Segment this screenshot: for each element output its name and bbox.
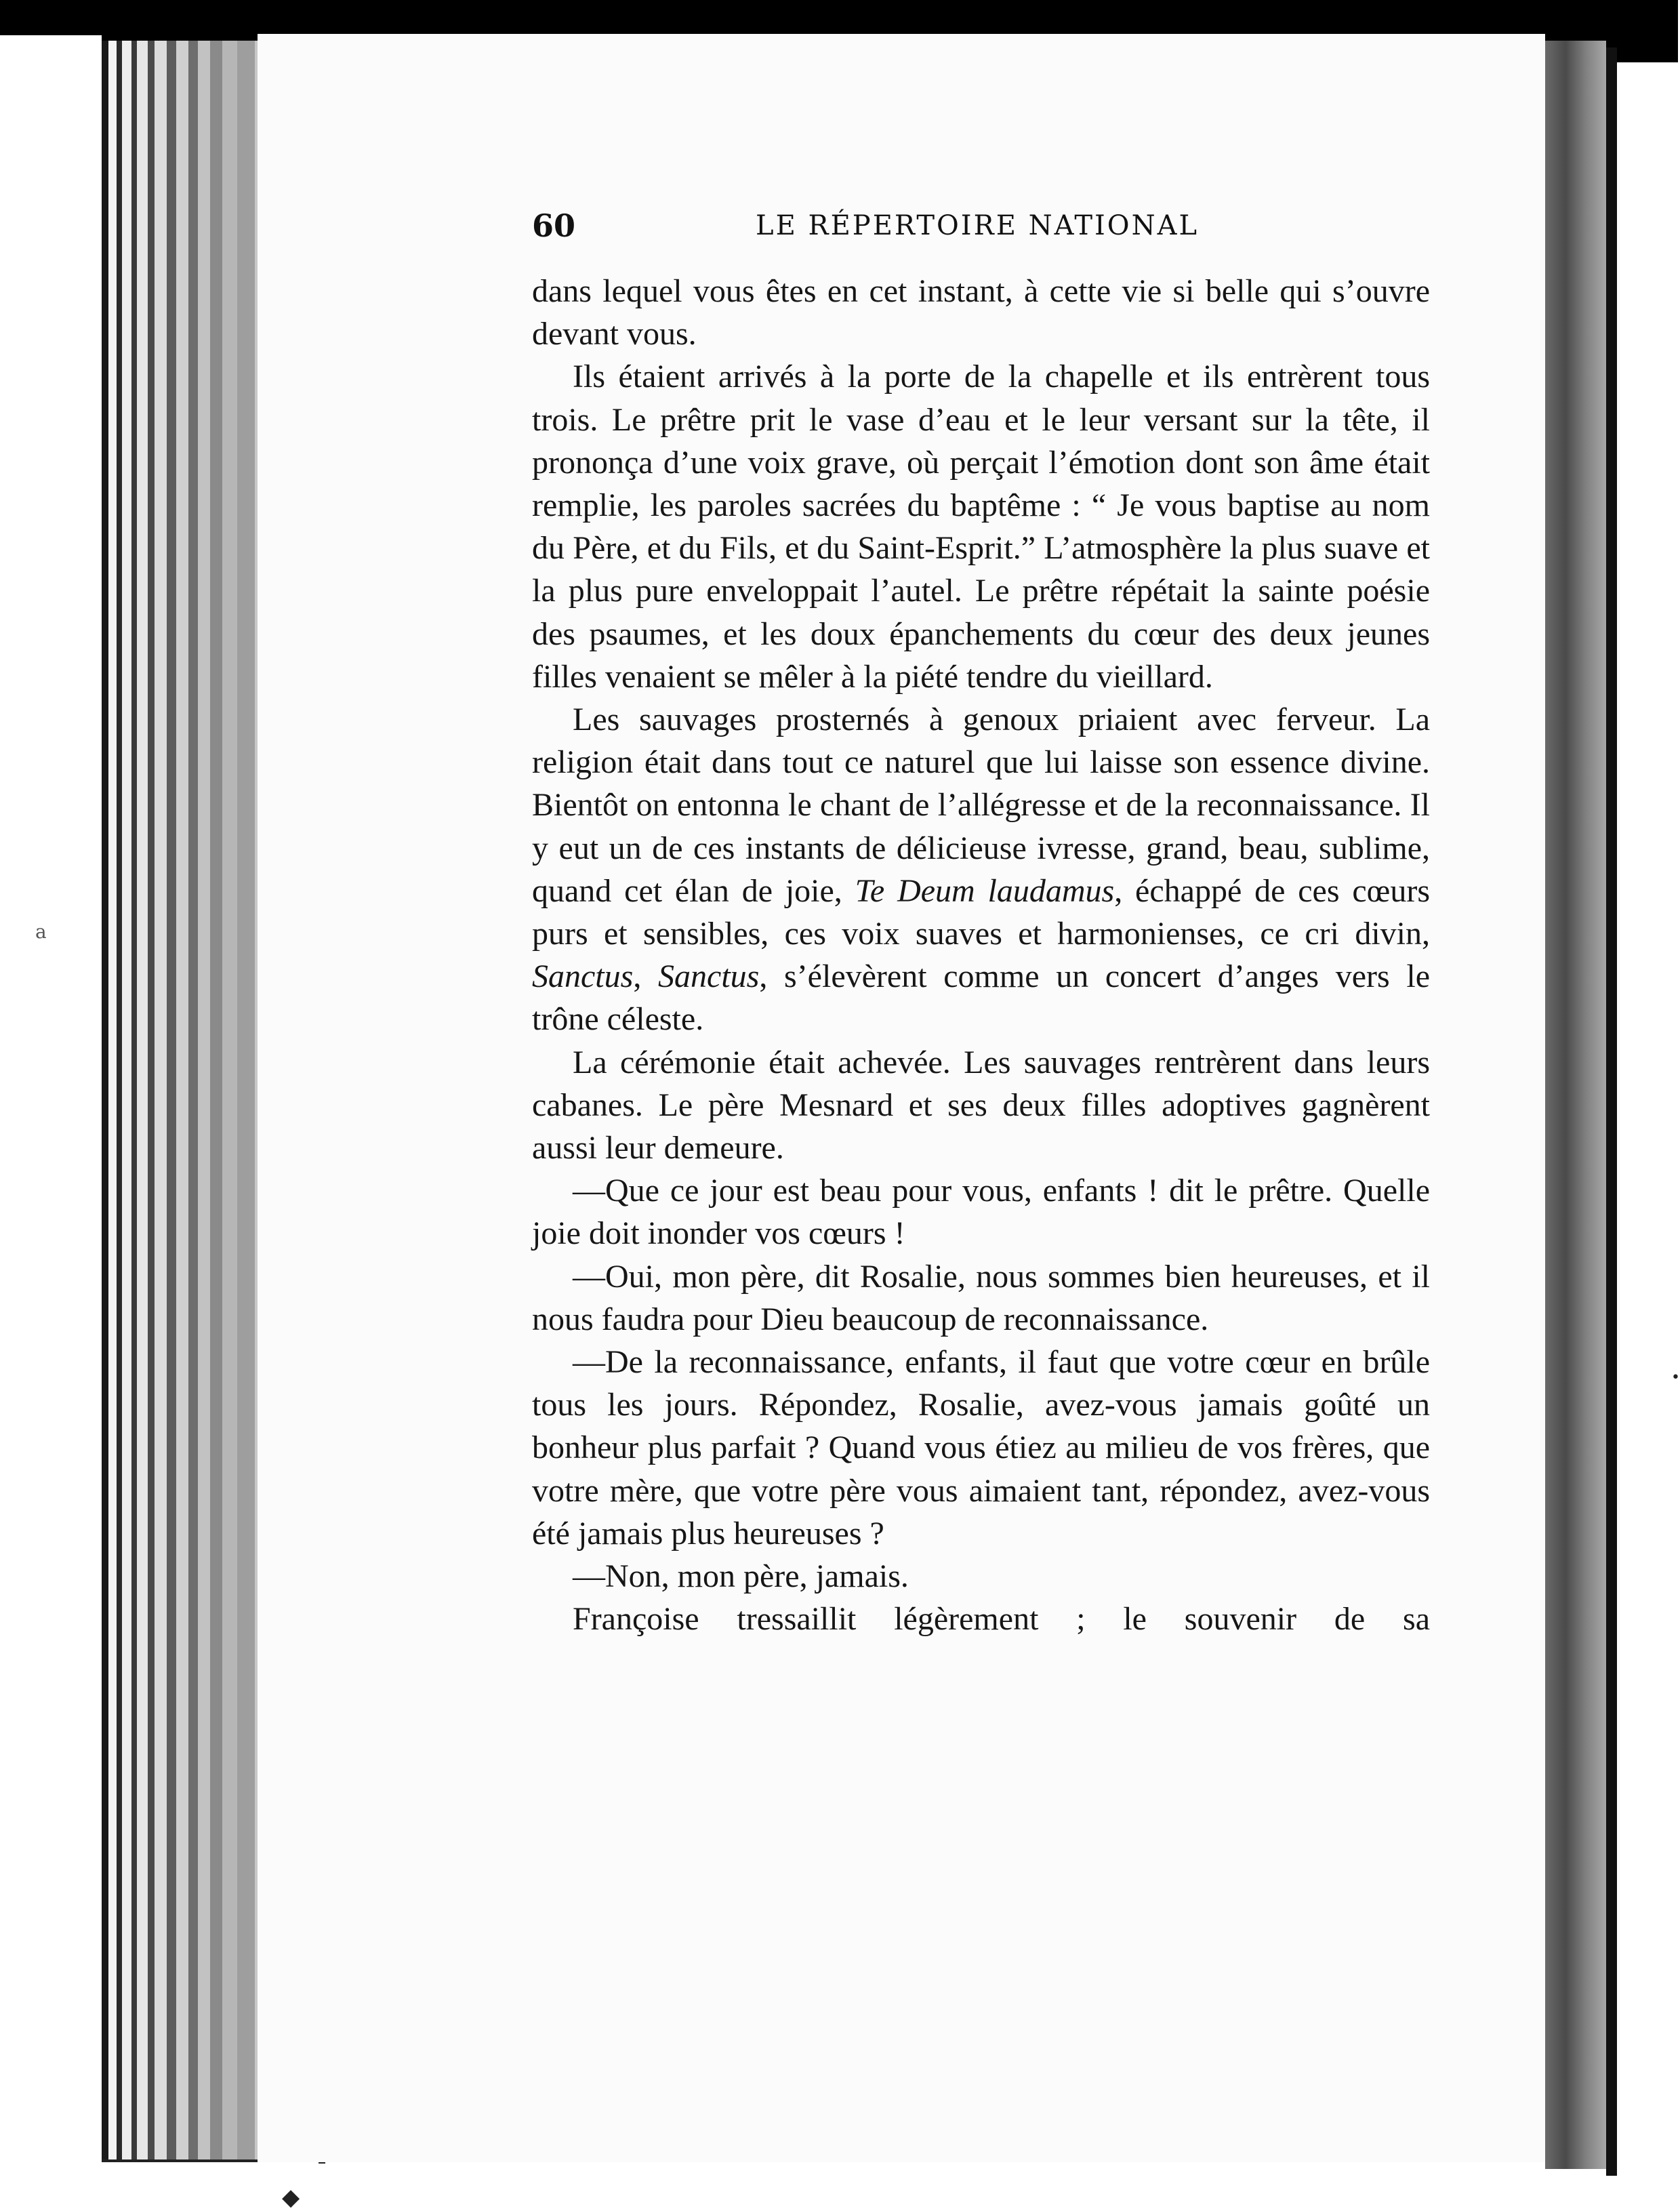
text-run: , [633,958,659,995]
text-run: , échappé de ces cœurs purs et sensibles, ces voix suaves et harmonienses, ce cri divin, [532,872,1430,952]
paragraph: dans lequel vous êtes en cet instant, à cette vie si belle qui s’ouvre devant vous. [532,273,1430,352]
paragraph: —Que ce jour est beau pour vous, enfants ! dit le prêtre. Quelle joie doit inonder vos cœurs ! [532,1173,1430,1252]
paragraph: Françoise tressaillit légèrement ; le souvenir de sa [573,1601,1430,1638]
text-run: Les sauvages prosternés à genoux priaient avec ferveur. La religion était dans tout ce naturel que lui laisse son essence divine. Bientôt on entonna le chant de l’allégresse et de la reconnaissance. Il y eut un de ces instants de délicieuse ivresse, grand, beau, sublime, quand cet élan de joie, [532,702,1430,909]
paragraph-sauvages [532,698,1430,1041]
body-text [532,270,1430,1641]
paragraph: —Oui, mon père, dit Rosalie, nous sommes bien heureuses, et il nous faudra pour Dieu beaucoup de reconnaissance. [532,1258,1430,1337]
right-margin-mark: • [1671,1369,1680,1386]
running-title: LE RÉPERTOIRE NATIONAL [756,210,1200,241]
latin-word: Sanctus [532,958,634,995]
paragraph: —De la reconnaissance, enfants, il faut que votre cœur en brûle tous les jours. Répondez, Rosalie, avez-vous jamais goûté un bonheur plus parfait ? Quand vous étiez au milieu de vos frères, que votre mère, que votre père vous aimaient tant, répondez, avez-vous été jamais plus heureuses ? [532,1344,1430,1551]
scan-border-right [1606,47,1617,2176]
paragraph: Ils étaient arrivés à la porte de la chapelle et ils entrèrent tous trois. Le prêtre prit le vase d’eau et le leur versant sur la tête, il prononça d’une voix grave, où perçait l’émotion dont son âme était remplie, les paroles sacrées du baptême : “ Je vous baptise au nom du Père, et du Fils, et du Saint-Esprit.” L’atmosphère la plus suave et la plus pure enveloppait l’autel. Le prêtre répétait la sainte poésie des psaumes, et les doux épanchements du cœur des deux jeunes filles venaient se mêler à la piété tendre du vieillard. [532,359,1430,695]
paragraph: —Non, mon père, jamais. [573,1558,909,1595]
left-margin-mark: a [35,920,47,943]
paragraph: La cérémonie était achevée. Les sauvages rentrèrent dans leurs cabanes. Le père Mesnard et ses deux filles adoptives gagnèrent aussi leur demeure. [532,1044,1430,1167]
text-run: , s’élevèrent comme un concert d’anges vers le trône céleste. [532,958,1431,1038]
bottom-margin-mark: ◆ [282,2184,300,2211]
latin-word: Sanctus [658,958,760,995]
page-number: 60 [532,207,576,244]
latin-phrase: Te Deum laudamus [855,872,1115,909]
book-right-edge [1545,41,1606,2169]
page-header [532,207,1210,248]
